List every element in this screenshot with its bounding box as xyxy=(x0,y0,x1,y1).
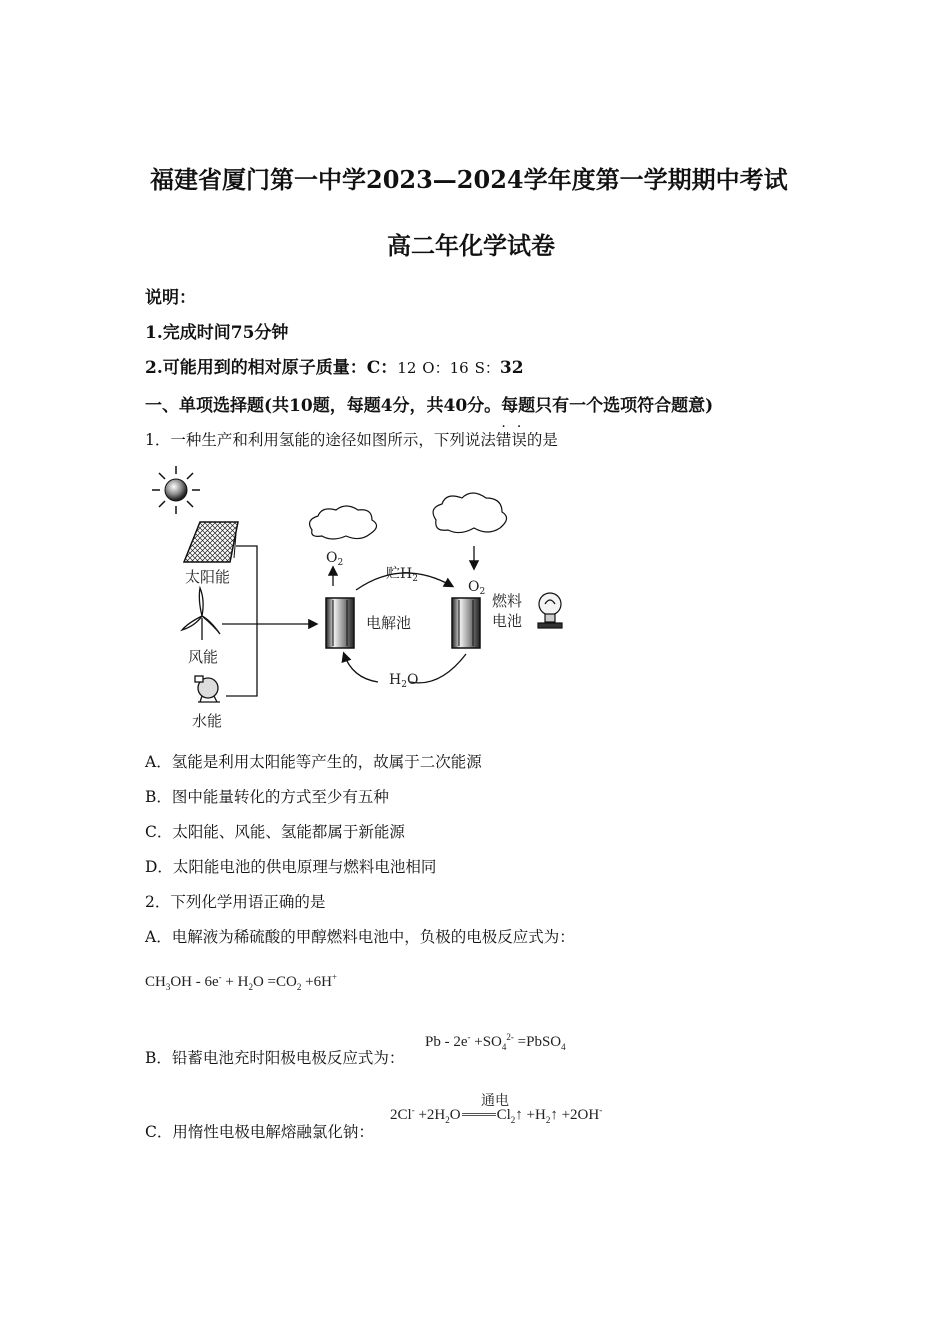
q2-option-a: A．电解液为稀硫酸的甲醇燃料电池中，负极的电极反应式为： xyxy=(145,928,575,946)
instruction-time: 1.完成时间75分钟 xyxy=(145,323,289,343)
o2-right-label: $O_2$ xyxy=(468,579,486,597)
fuel-cell-icon xyxy=(452,598,480,648)
instructions-heading: 说明： xyxy=(145,288,196,308)
instruction-atomic-mass: 2.可能用到的相对原子质量：C：12 O：16 S：32 xyxy=(145,358,524,378)
fuel-cell-label-2: 电池 xyxy=(492,612,523,630)
water-label: 水能 xyxy=(192,712,223,730)
electrolyzer-icon xyxy=(326,598,354,648)
h2-store-label: 贮$H_2$ xyxy=(386,566,418,584)
source-bracket xyxy=(222,546,316,696)
q2-equation-c: $2Cl^- +2H_2O$ $Cl_2↑$ $+H_2↑ +2OH^-$ xyxy=(390,1105,603,1125)
q2-option-c: C．用惰性电极电解熔融氯化钠： xyxy=(145,1123,374,1141)
question-2-stem: 2．下列化学用语正确的是 xyxy=(145,893,326,911)
section-heading: 一、单项选择题(共10题，每题4分，共40分。每题只有一个选项符合题意) xyxy=(145,396,714,416)
page-title: 福建省厦门第一中学2023—2024学年度第一学期期中考试 xyxy=(150,165,788,194)
question-1-stem: 1．一种生产和利用氢能的途径如图所示，下列说法错误的是 xyxy=(145,431,558,449)
cloud-icon xyxy=(433,493,506,533)
solar-panel-icon xyxy=(184,522,238,562)
electrolysis-condition: 通电 xyxy=(481,1093,509,1109)
sun-icon xyxy=(152,466,200,514)
q1-option-b: B．图中能量转化的方式至少有五种 xyxy=(145,788,389,806)
o2-left-label: $O_2$ xyxy=(326,550,344,568)
wind-turbine-icon xyxy=(182,588,220,640)
cloud-icon xyxy=(310,506,377,539)
q1-option-d: D．太阳能电池的供电原理与燃料电池相同 xyxy=(145,858,437,876)
page-subtitle: 高二年化学试卷 xyxy=(387,231,555,260)
q1-option-a: A．氢能是利用太阳能等产生的，故属于二次能源 xyxy=(145,753,482,771)
q1-option-c: C．太阳能、风能、氢能都属于新能源 xyxy=(145,823,405,841)
solar-label: 太阳能 xyxy=(185,568,231,586)
water-turbine-icon xyxy=(195,676,220,702)
wind-label: 风能 xyxy=(188,648,219,666)
electrolyzer-label: 电解池 xyxy=(366,614,412,632)
light-bulb-icon xyxy=(538,593,562,628)
q2-equation-a: $CH_3OH - 6e^- + H_2O =CO_2 +6H^+$ xyxy=(145,972,337,992)
q2-option-b: B．铅蓄电池充时阳极电极反应式为： xyxy=(145,1049,405,1067)
fuel-cell-label-1: 燃料 xyxy=(492,592,523,610)
water-product-label: $H_2O$ xyxy=(389,672,419,690)
q2-equation-b: $Pb - 2e^- +SO_4^{2-}$ =PbSO$_4$ xyxy=(425,1032,566,1052)
hydrogen-energy-diagram xyxy=(140,458,590,738)
